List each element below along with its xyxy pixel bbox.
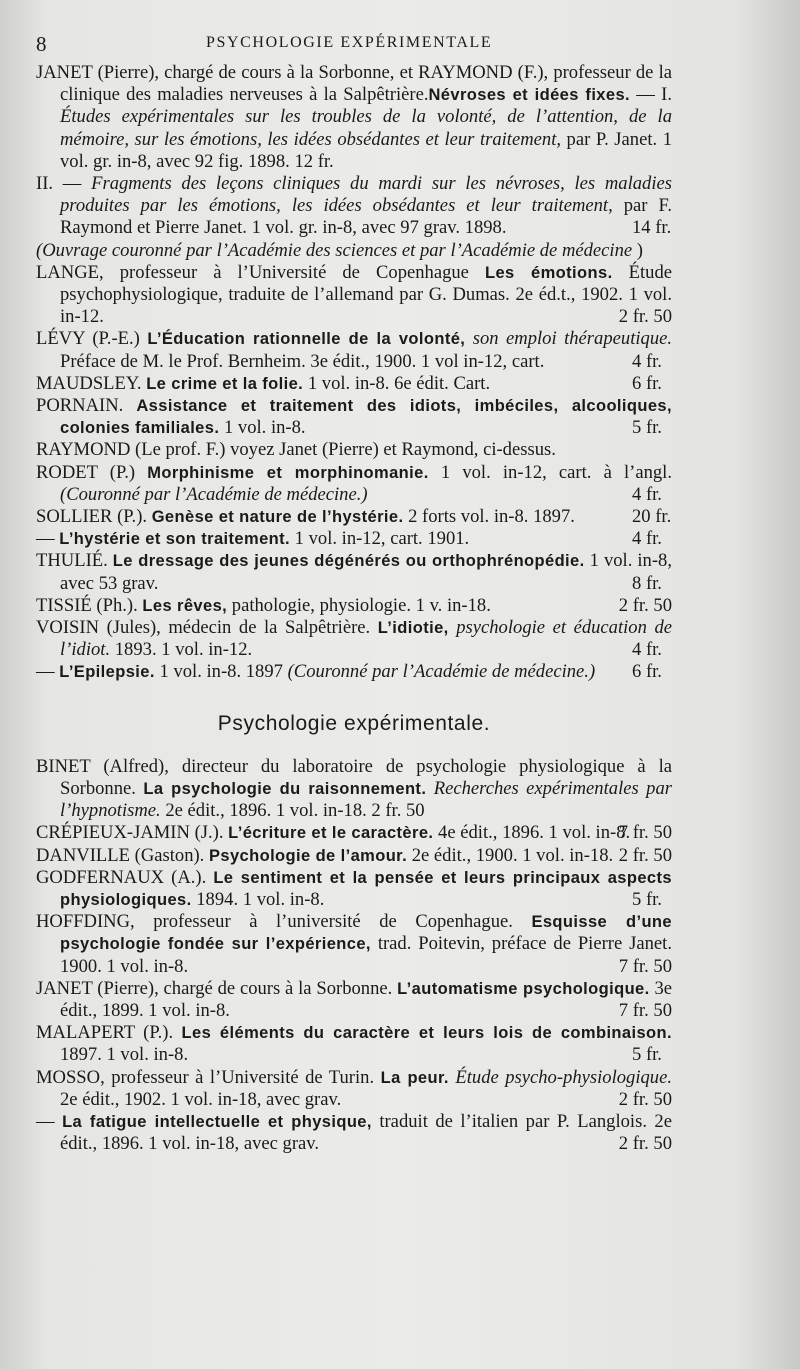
entry-title: Névroses et idées fixes. bbox=[428, 86, 631, 105]
entry-price: 5 fr. bbox=[632, 1044, 662, 1066]
catalog-entry bbox=[36, 661, 672, 683]
entry-subtitle: Fragments des leçons cliniques du mardi sur les névroses, les maladies produites par les émotions, les idées obsédantes et leur traitement, bbox=[60, 173, 672, 217]
entry-price: 7 fr. 50 bbox=[618, 822, 672, 844]
entry-subtitle: son emploi thérapeutique. bbox=[472, 328, 673, 350]
entry-title: Assistance et traitement des idiots, imbéciles, alcooliques, colonies familiales. bbox=[60, 397, 672, 438]
entry-publication: ) bbox=[632, 239, 643, 261]
catalog-section-2 bbox=[36, 756, 672, 1156]
entry-subtitle: (Ouvrage couronné par l’Académie des sciences et par l’Académie de médecine bbox=[36, 239, 633, 261]
entry-author: GODFERNAUX (A.). bbox=[36, 866, 214, 888]
entry-author: LANGE, professeur à l’Université de Copenhague bbox=[36, 261, 485, 283]
entry-price: 2 fr. 50 bbox=[618, 306, 672, 328]
entry-title: L’automatisme psychologique. bbox=[397, 979, 650, 998]
entry-publication: 2e édit., 1902. 1 vol. in-18, avec grav. bbox=[60, 1088, 342, 1110]
page-number: 8 bbox=[36, 32, 47, 56]
entry-details: 2 forts vol. in-8. 1897. bbox=[403, 506, 575, 528]
entry-title: Genèse et nature de l’hystérie. bbox=[151, 508, 404, 527]
entry-details bbox=[426, 778, 433, 799]
entry-details: 2e édit., 1900. 1 vol. in-18. bbox=[407, 844, 614, 866]
entry-price: 4 fr. bbox=[632, 639, 662, 661]
entry-author: MALAPERT (P.). bbox=[36, 1022, 182, 1044]
entry-subtitle: psychologie et éducation de l’idiot. bbox=[60, 617, 673, 661]
entry-details bbox=[465, 328, 472, 349]
entry-subtitle: Étude psycho-physiologique. bbox=[455, 1066, 673, 1088]
entry-subtitle: (Couronné par l’Académie de médecine.) bbox=[60, 483, 368, 505]
entry-title: L’idiotie, bbox=[377, 619, 449, 638]
catalog-entry bbox=[36, 1022, 672, 1066]
entry-price: 4 fr. bbox=[632, 350, 662, 372]
entry-author: THULIÉ. bbox=[36, 550, 113, 572]
entry-details: Étude psychophysiologique, traduite de l’allemand par G. Dumas. 2e éd.t., 1902. 1 vol. in-12. bbox=[60, 261, 672, 328]
entry-title: La psychologie du raisonnement. bbox=[143, 779, 427, 798]
entry-title: Les rêves, bbox=[142, 596, 228, 615]
entry-author: PORNAIN. bbox=[36, 395, 137, 417]
entry-details: — I. bbox=[630, 84, 672, 106]
entry-title: Esquisse d’une psychologie fondée sur l’expérience, bbox=[60, 913, 672, 954]
entry-author: TISSIÉ (Ph.). bbox=[36, 594, 143, 616]
entry-details: 1897. 1 vol. in-8. bbox=[60, 1044, 189, 1066]
entry-author: JANET (Pierre), chargé de cours à la Sorbonne. bbox=[36, 977, 398, 999]
entry-title: L’hystérie et son traitement. bbox=[59, 530, 290, 549]
entry-author: VOISIN (Jules), médecin de la Salpêtrière. bbox=[36, 617, 378, 639]
catalog-entry bbox=[36, 617, 672, 661]
entry-price: 20 fr. bbox=[632, 506, 672, 528]
catalog-entry bbox=[36, 528, 672, 550]
entry-details: 3e édit., 1899. 1 vol. in-8. bbox=[60, 977, 672, 1021]
entry-details: 1 vol. in-8, avec 53 grav. bbox=[60, 550, 672, 594]
catalog-entry bbox=[36, 439, 672, 461]
entry-publication: 1893. 1 vol. in-12. bbox=[110, 639, 253, 661]
entry-title: La peur. bbox=[380, 1068, 449, 1087]
catalog-entry bbox=[36, 373, 672, 395]
entry-details: pathologie, physiologie. 1 v. in-18. bbox=[227, 594, 491, 616]
entry-price: 2 fr. 50 bbox=[618, 844, 672, 866]
running-title: PSYCHOLOGIE EXPÉRIMENTALE bbox=[206, 34, 493, 51]
entry-price: 5 fr. bbox=[632, 888, 662, 910]
entry-details: 1 vol. in-12, cart. 1901. bbox=[290, 528, 470, 550]
entry-title: L’Epilepsie. bbox=[59, 663, 155, 682]
entry-details: 1 vol. in-12, cart. à l’angl. bbox=[428, 461, 672, 483]
catalog-entry bbox=[36, 867, 672, 911]
entry-price: 14 fr. bbox=[632, 217, 672, 239]
entry-details: trad. Poitevin, préface de Pierre Janet. 1900. 1 vol. in-8. bbox=[60, 933, 672, 977]
entry-publication: Préface de M. le Prof. Bernheim. 3e édit., 1900. 1 vol in-12, cart. bbox=[60, 350, 545, 372]
entry-author: DANVILLE (Gaston). bbox=[36, 844, 209, 866]
entry-publication: par F. Raymond et Pierre Janet. 1 vol. gr. in-8, avec 97 grav. 1898. bbox=[60, 195, 672, 239]
entry-price: 2 fr. 50 bbox=[618, 1133, 672, 1155]
entry-price: 4 fr. bbox=[632, 528, 662, 550]
catalog-entry bbox=[36, 845, 672, 867]
entry-title: Morphinisme et morphinomanie. bbox=[147, 463, 429, 482]
entry-author: RAYMOND (Le prof. F.) voyez Janet (Pierre) et Raymond, ci-dessus. bbox=[36, 439, 556, 461]
catalog-entry bbox=[36, 506, 672, 528]
entry-author: BINET (Alfred), directeur du laboratoire de psychologie physiologique à la Sorbonne. bbox=[36, 755, 672, 799]
entry-title: L’écriture et le caractère. bbox=[228, 824, 434, 843]
entry-details: 1 vol. in-8. bbox=[219, 417, 306, 439]
entry-author: — bbox=[36, 661, 60, 683]
entry-details: 1 vol. in-8. 1897 bbox=[154, 661, 288, 683]
entry-subtitle: Études expérimentales sur les troubles de la volonté, de l’attention, de la mémoire, sur les émotions, les idées obsédantes et leur traitement, bbox=[60, 106, 672, 150]
catalog-entry bbox=[36, 1067, 672, 1111]
entry-title: Le crime et la folie. bbox=[146, 374, 304, 393]
catalog-entry bbox=[36, 756, 672, 823]
catalog-entry bbox=[36, 173, 672, 240]
entry-author: LÉVY (P.-E.) bbox=[36, 328, 148, 350]
entry-price: 6 fr. bbox=[632, 661, 662, 683]
catalog-entry bbox=[36, 595, 672, 617]
entry-title: Psychologie de l’amour. bbox=[208, 846, 408, 865]
catalog-entry bbox=[36, 462, 672, 506]
entry-title: Le dressage des jeunes dégénérés ou orthophrénopédie. bbox=[112, 552, 585, 571]
entry-title: Le sentiment et la pensée et leurs principaux aspects physiologiques. bbox=[60, 868, 672, 909]
entry-author: MOSSO, professeur à l’Université de Turin. bbox=[36, 1066, 381, 1088]
entry-title: Les éléments du caractère et leurs lois de combinaison. bbox=[181, 1024, 672, 1043]
entry-author: SOLLIER (P.). bbox=[36, 506, 152, 528]
entry-author: — bbox=[36, 528, 60, 550]
catalog-entry bbox=[36, 395, 672, 439]
entry-author: JANET (Pierre), chargé de cours à la Sorbonne, et RAYMOND (F.), professeur de la clinique des maladies nerveuses à la Salpêtrière. bbox=[36, 62, 672, 106]
entry-price: 8 fr. bbox=[632, 572, 662, 594]
catalog-section-1 bbox=[36, 62, 672, 684]
entry-publication: par P. Janet. 1 vol. gr. in-8, avec 92 fig. 1898. 12 fr. bbox=[60, 128, 672, 172]
entry-details: 1 vol. in-8. 6e édit. Cart. bbox=[303, 372, 491, 394]
entry-author: — bbox=[36, 1110, 63, 1132]
entry-details: traduit de l’italien par P. Langlois. 2e édit., 1896. 1 vol. in-18, avec grav. bbox=[60, 1110, 672, 1155]
entry-subtitle: (Couronné par l’Académie de médecine.) bbox=[287, 661, 596, 683]
catalog-entry bbox=[36, 262, 672, 329]
catalog-entry bbox=[36, 62, 672, 173]
entry-details: 1894. 1 vol. in-8. bbox=[191, 888, 325, 910]
entry-price: 2 fr. 50 bbox=[618, 594, 672, 616]
catalog-entry bbox=[36, 978, 672, 1022]
entry-price: 4 fr. bbox=[632, 483, 662, 505]
entry-publication: 2e édit., 1896. 1 vol. in-18. 2 fr. 50 bbox=[160, 800, 425, 822]
entry-title: L’Éducation rationnelle de la volonté, bbox=[147, 330, 466, 349]
catalog-entry bbox=[36, 822, 672, 844]
page-header bbox=[36, 30, 672, 62]
catalog-entry bbox=[36, 328, 672, 372]
catalog-entry bbox=[36, 240, 672, 262]
entry-price: 7 fr. 50 bbox=[618, 955, 672, 977]
section-heading: Psychologie expérimentale. bbox=[217, 711, 491, 735]
entry-price: 5 fr. bbox=[632, 417, 662, 439]
entry-author: CRÉPIEUX-JAMIN (J.). bbox=[36, 822, 229, 844]
entry-price: 7 fr. 50 bbox=[618, 999, 672, 1021]
entry-details: 4e édit., 1896. 1 vol. in-8. bbox=[433, 822, 631, 844]
entry-title: Les émotions. bbox=[485, 263, 613, 282]
catalog-entry bbox=[36, 550, 672, 594]
entry-author: RODET (P.) bbox=[36, 461, 148, 483]
entry-author: MAUDSLEY. bbox=[36, 372, 147, 394]
entry-title: La fatigue intellectuelle et physique, bbox=[62, 1112, 372, 1131]
entry-price: 2 fr. 50 bbox=[618, 1088, 672, 1110]
catalog-entry bbox=[36, 1111, 672, 1155]
entry-author: HOFFDING, professeur à l’université de Copenhague. bbox=[36, 911, 532, 933]
entry-subtitle: Recherches expérimentales par l’hypnotisme. bbox=[60, 777, 672, 822]
entry-details: II. — bbox=[36, 173, 92, 195]
catalog-entry bbox=[36, 911, 672, 978]
entry-price: 6 fr. bbox=[632, 372, 662, 394]
